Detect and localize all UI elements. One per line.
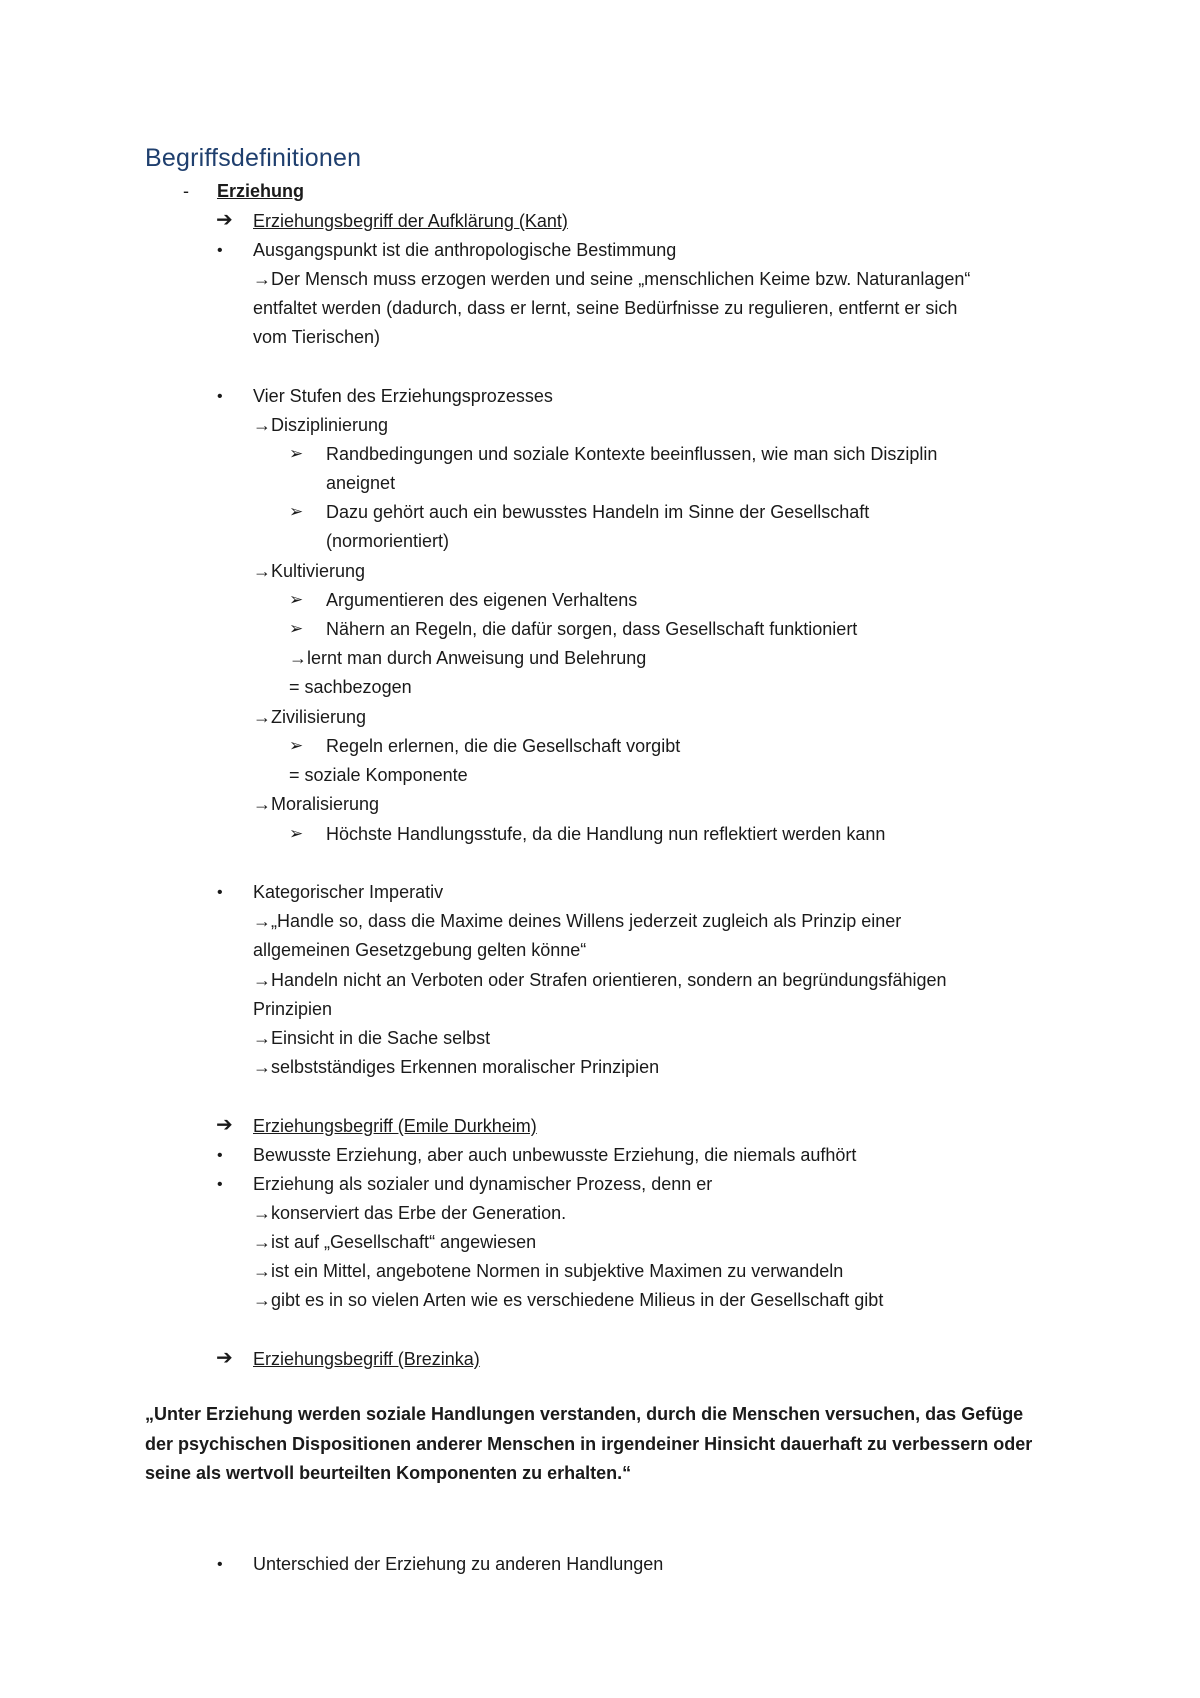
subheading-brezinka: Erziehungsbegriff (Brezinka)	[253, 1349, 480, 1369]
arrow-icon: ➔	[216, 1347, 233, 1369]
text-line: →Handeln nicht an Verboten oder Strafen orientieren, sondern an begründungsfähigen	[253, 970, 947, 990]
text-line: →Moralisierung	[253, 794, 380, 814]
text-line: Randbedingungen und soziale Kontexte beeinflussen, wie man sich Disziplin	[326, 444, 938, 464]
chevron-icon: ➢	[289, 736, 304, 755]
subheading-durkheim: Erziehungsbegriff (Emile Durkheim)	[253, 1116, 537, 1136]
chevron-icon: ➢	[289, 619, 304, 638]
chevron-icon: ➢	[289, 824, 304, 843]
text-line: Bewusste Erziehung, aber auch unbewusste Erziehung, die niemals aufhört	[253, 1145, 857, 1165]
text-line: allgemeinen Gesetzgebung gelten könne“	[253, 940, 587, 960]
bullet-icon: •	[217, 388, 223, 405]
text-line: Erziehung als sozialer und dynamischer Prozess, denn er	[253, 1174, 713, 1194]
text-line: Prinzipien	[253, 999, 333, 1019]
text-line: (normorientiert)	[326, 531, 450, 551]
subheading-kant: Erziehungsbegriff der Aufklärung (Kant)	[253, 211, 568, 231]
text-line: Dazu gehört auch ein bewusstes Handeln im Sinne der Gesellschaft	[326, 502, 870, 522]
brezinka-quote: „Unter Erziehung werden soziale Handlungen verstanden, durch die Menschen versuchen, das Gefüge der psychischen Dispositionen anderer Menschen in irgendeiner Hinsicht dauerhaft zu verbessern oder seine als wertvoll beurteilten Komponenten zu erhalten.“	[145, 1404, 1033, 1483]
text-line: Regeln erlernen, die die Gesellschaft vorgibt	[326, 736, 681, 756]
chevron-icon: ➢	[289, 590, 304, 609]
bullet-icon: •	[217, 1556, 223, 1573]
text-line: = soziale Komponente	[289, 765, 468, 785]
text-line: Unterschied der Erziehung zu anderen Handlungen	[253, 1554, 664, 1574]
text-line: →ist auf „Gesellschaft“ angewiesen	[253, 1232, 537, 1252]
text-line: →Der Mensch muss erzogen werden und seine „menschlichen Keime bzw. Naturanlagen“	[253, 269, 971, 289]
text-line: aneignet	[326, 473, 396, 493]
text-line: →konserviert das Erbe der Generation.	[253, 1203, 567, 1223]
text-line: →gibt es in so vielen Arten wie es verschiedene Milieus in der Gesellschaft gibt	[253, 1290, 884, 1310]
text-line: Nähern an Regeln, die dafür sorgen, dass Gesellschaft funktioniert	[326, 619, 858, 639]
chevron-icon: ➢	[289, 444, 304, 463]
arrow-icon: ➔	[216, 1114, 233, 1136]
text-line: Höchste Handlungsstufe, da die Handlung nun reflektiert werden kann	[326, 824, 886, 844]
text-line: →Einsicht in die Sache selbst	[253, 1028, 491, 1048]
dash-marker: -	[183, 181, 189, 201]
section-title: Erziehung	[217, 181, 305, 201]
bullet-icon: •	[217, 242, 223, 259]
text-line: →Kultivierung	[253, 561, 366, 581]
text-line: = sachbezogen	[289, 677, 412, 697]
text-line: →ist ein Mittel, angebotene Normen in subjektive Maximen zu verwandeln	[253, 1261, 844, 1281]
arrow-icon: ➔	[216, 209, 233, 231]
text-line: Argumentieren des eigenen Verhaltens	[326, 590, 638, 610]
text-line: →selbstständiges Erkennen moralischer Prinzipien	[253, 1057, 660, 1077]
text-line: entfaltet werden (dadurch, dass er lernt, seine Bedürfnisse zu regulieren, entfernt er sich	[253, 298, 958, 318]
bullet-icon: •	[217, 1147, 223, 1164]
chevron-icon: ➢	[289, 502, 304, 521]
bullet-icon: •	[217, 884, 223, 901]
bullet-icon: •	[217, 1176, 223, 1193]
text-line: vom Tierischen)	[253, 327, 381, 347]
page-title: Begriffsdefinitionen	[145, 144, 362, 172]
text-line: Vier Stufen des Erziehungsprozesses	[253, 386, 553, 406]
text-line: Kategorischer Imperativ	[253, 882, 444, 902]
text-line: →Zivilisierung	[253, 707, 367, 727]
text-line: →„Handle so, dass die Maxime deines Willens jederzeit zugleich als Prinzip einer	[253, 911, 902, 931]
text-line: Ausgangspunkt ist die anthropologische Bestimmung	[253, 240, 677, 260]
text-line: →Disziplinierung	[253, 415, 389, 435]
text-line: →lernt man durch Anweisung und Belehrung	[289, 648, 647, 668]
